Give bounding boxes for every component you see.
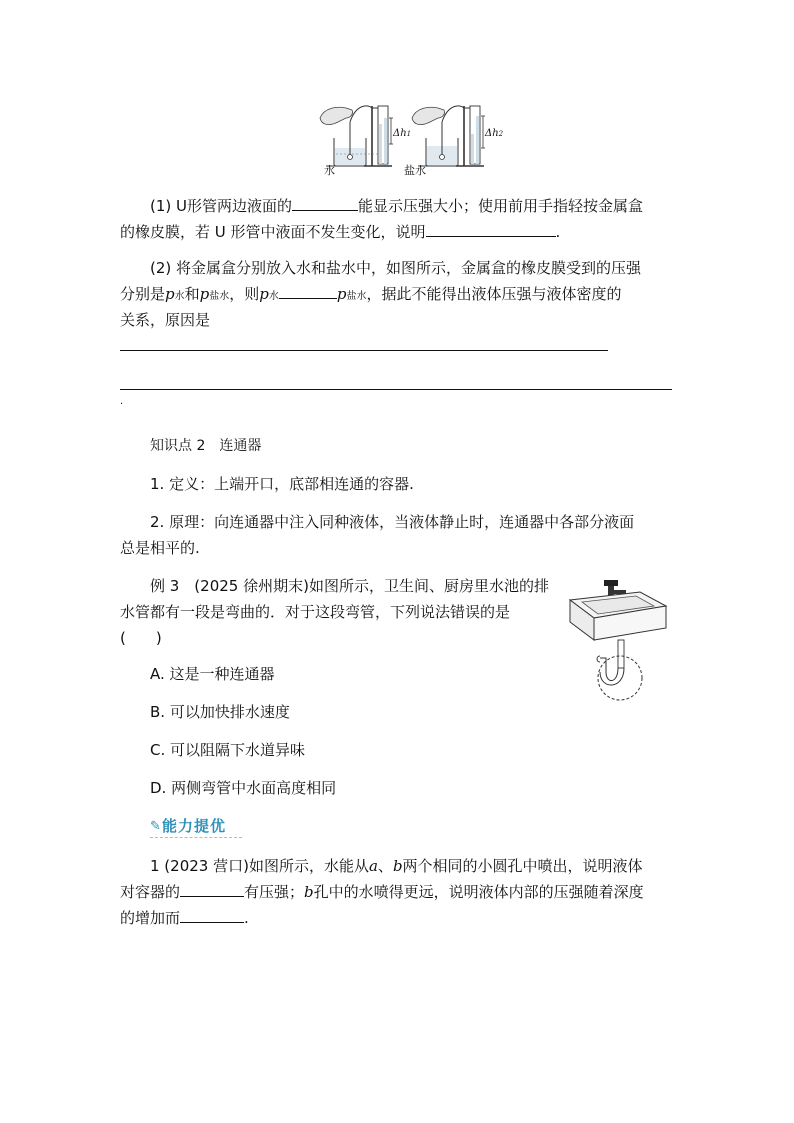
answer-line-1[interactable] xyxy=(120,350,608,351)
ability-q1-text-g: . xyxy=(244,909,249,927)
answer-line-2[interactable] xyxy=(120,389,672,390)
p-water-sub: 水 xyxy=(174,291,185,302)
ability-section-header xyxy=(150,815,242,837)
pencil-icon: ✎ xyxy=(150,819,161,834)
delta-h1-sub: 1 xyxy=(406,130,412,138)
option-d[interactable]: D. 两侧弯管中水面高度相同 xyxy=(150,779,337,797)
ability-q1-text-e: 孔中的水喷得更远，说明液体内部的压强随着深度 xyxy=(313,883,644,901)
ability-q1-line1 xyxy=(150,856,643,876)
p-brine-sub: 盐水 xyxy=(209,291,230,302)
p-brine-symbol-2: p xyxy=(336,285,347,303)
q1-blank-2[interactable] xyxy=(426,222,556,237)
example3-answer-bracket[interactable]: ( ) xyxy=(120,629,162,647)
ability-q1-text-f: 的增加而 xyxy=(120,909,181,927)
definition-line: 1. 定义：上端开口，底部相连通的容器. xyxy=(150,475,414,493)
option-b[interactable]: B. 可以加快排水速度 xyxy=(150,703,290,721)
q2-text-3: 关系，原因是 xyxy=(120,311,211,329)
p-brine-sub-2: 盐水 xyxy=(346,291,367,302)
q2-and: 和 xyxy=(184,285,200,303)
q2-then: ，则 xyxy=(229,285,260,303)
delta-h1-label xyxy=(393,128,411,139)
q2-line3 xyxy=(120,310,210,330)
delta-h2-text: Δh xyxy=(485,128,499,139)
delta-h1-text: Δh xyxy=(393,128,407,139)
q2-line2 xyxy=(120,284,622,307)
q1-text-c: 的橡皮膜，若 U 形管中液面不发生变化，说明 xyxy=(120,223,426,241)
water-setup xyxy=(320,106,393,166)
ability-q1-line3 xyxy=(120,908,249,928)
q2-text-2a: 分别是 xyxy=(120,285,166,303)
q2-text-1: (2) 将金属盒分别放入水和盐水中，如图所示，金属盒的橡皮膜受到的压强 xyxy=(150,259,642,277)
ability-q1-blank-1[interactable] xyxy=(180,882,244,897)
ability-underline xyxy=(150,837,242,838)
delta-h2-sub: 2 xyxy=(498,130,504,138)
hole-b-label-2: b xyxy=(304,883,314,901)
principle-line-2: 总是相平的. xyxy=(120,539,200,557)
q1-line2 xyxy=(120,222,560,242)
ability-q1-text-c: 对容器的 xyxy=(120,883,181,901)
example3-line2: 水管都有一段是弯曲的．对于这段弯管，下列说法错误的是 xyxy=(120,603,511,621)
hole-b-label: b xyxy=(392,857,403,875)
p-water-symbol-2: p xyxy=(259,285,269,303)
ability-q1-text-a: 1 (2023 营口)如图所示，水能从 xyxy=(150,857,369,875)
ability-title: 能力提优 xyxy=(162,817,227,835)
brine-label: 盐水 xyxy=(404,164,426,177)
brine-setup xyxy=(412,106,485,166)
answer-end-dot: . xyxy=(120,396,124,407)
example3-line1: 例 3 (2025 徐州期末)如图所示，卫生间、厨房里水池的排 xyxy=(150,577,549,595)
q1-text-a: (1) U形管两边液面的 xyxy=(150,197,292,215)
p-water-sub-2: 水 xyxy=(268,291,279,302)
hole-a-label: a xyxy=(368,857,378,875)
q1-text-b: 能显示压强大小；使用前用手指轻按金属盒 xyxy=(358,197,644,215)
q1-blank-1[interactable] xyxy=(292,196,358,211)
sink-drain-figure xyxy=(566,578,674,708)
q1-line1 xyxy=(150,196,643,216)
ability-q1-text-b: 两个相同的小圆孔中喷出，说明液体 xyxy=(402,857,643,875)
q2-text-2b: ，据此不能得出液体压强与液体密度的 xyxy=(366,285,622,303)
section-title: 知识点 2 连通器 xyxy=(150,438,262,454)
p-water-symbol: p xyxy=(165,285,175,303)
q2-line1 xyxy=(150,258,641,278)
option-c[interactable]: C. 可以阻隔下水道异味 xyxy=(150,741,306,759)
principle-line-1: 2. 原理：向连通器中注入同种液体，当液体静止时，连通器中各部分液面 xyxy=(150,513,635,531)
ability-q1-text-d: 有压强； xyxy=(244,883,305,901)
option-a[interactable]: A. 这是一种连通器 xyxy=(150,665,275,683)
ability-q1-line2 xyxy=(120,882,644,902)
water-label: 水 xyxy=(324,164,335,177)
q2-compare-blank[interactable] xyxy=(279,284,337,299)
p-brine-symbol: p xyxy=(199,285,210,303)
ability-q1-sep: 、 xyxy=(377,857,393,875)
ability-q1-blank-2[interactable] xyxy=(180,908,244,923)
q1-text-d: . xyxy=(555,223,561,241)
delta-h2-label xyxy=(485,128,503,139)
